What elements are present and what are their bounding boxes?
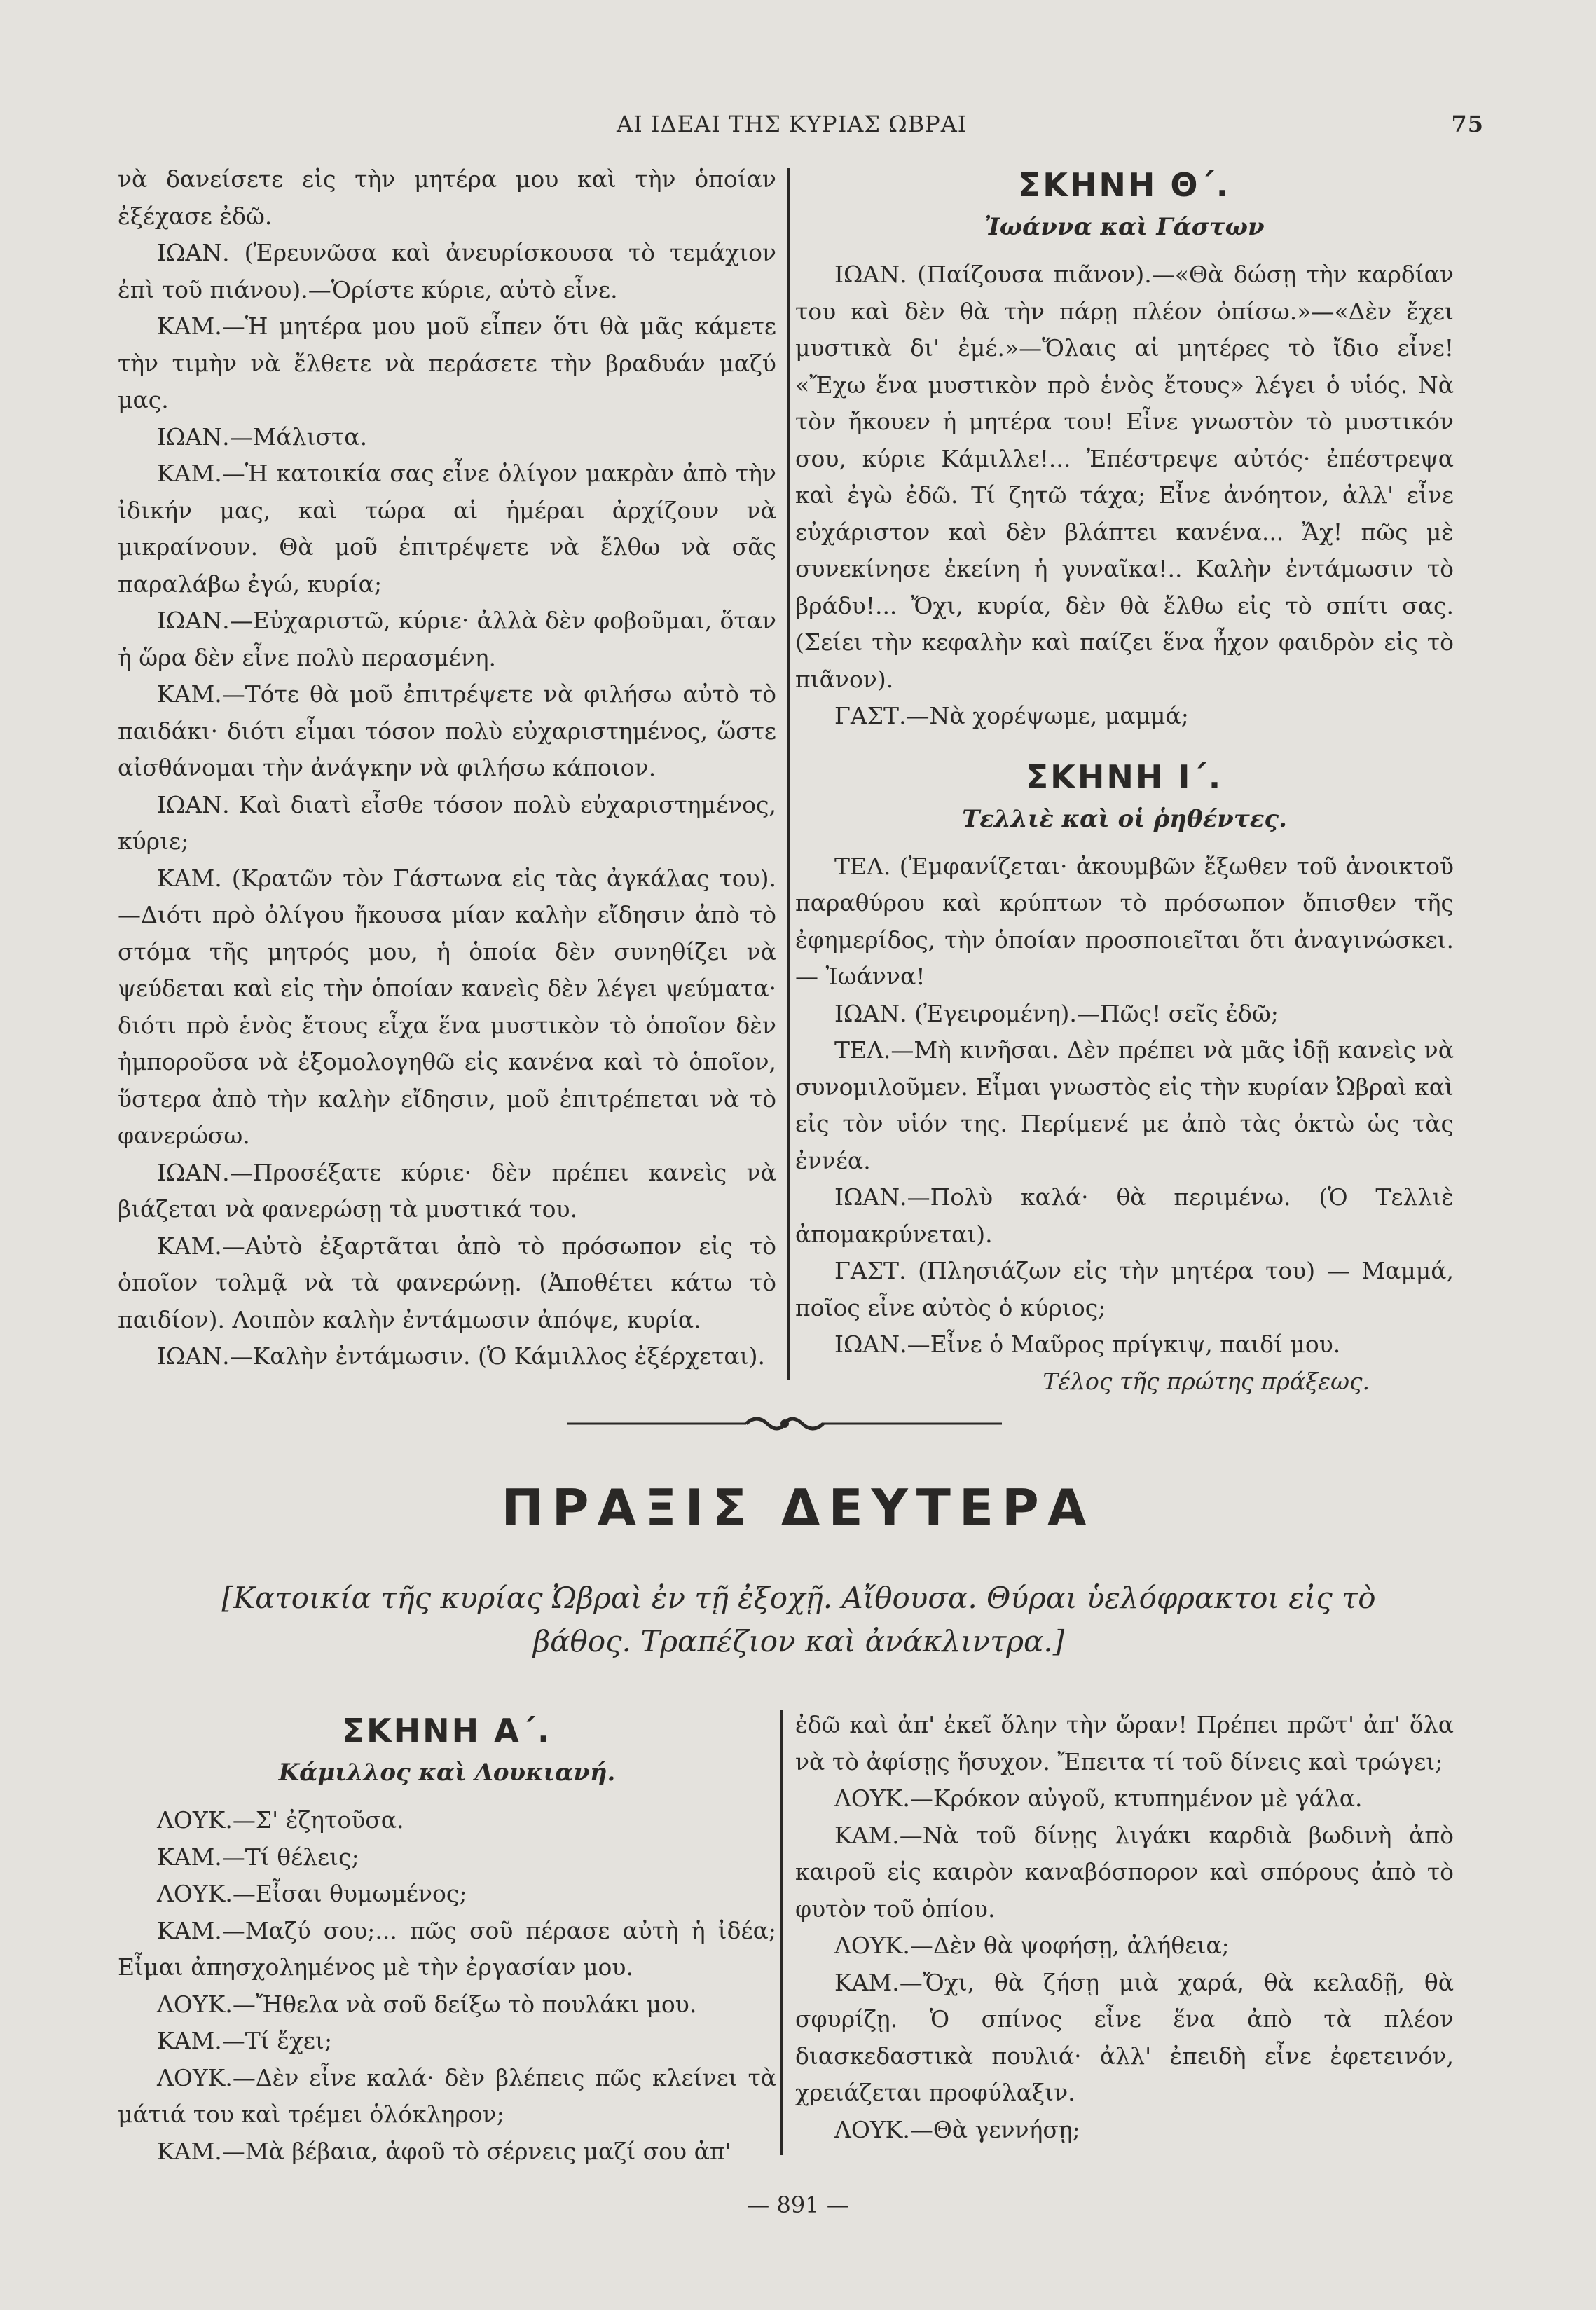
scene-title: ΣΚΗΝΗ Θ΄. xyxy=(1018,166,1231,204)
paragraph: ΚΑΜ.—Τί θέλεις; xyxy=(157,1843,359,1871)
scene-title: ΣΚΗΝΗ Ι΄. xyxy=(1026,757,1223,796)
paragraph: ΤΕΛ.—Μὴ κινῆσαι. Δὲν πρέπει νὰ μᾶς ἰδῇ κανεὶς νὰ συνομιλοῦμεν. Εἶμαι γνωστὸς εἰς τὴν κυρίαν Ὠβραὶ καὶ εἰς τὸν υἱόν της. Περίμενέ με ἀπὸ τὰς ὀκτὼ ὡς τὰς ἐννέα. xyxy=(795,1036,1454,1174)
paragraph: ΚΑΜ.—Μὰ βέβαια, ἀφοῦ τὸ σέρνεις μαζί σου ἀπ' xyxy=(157,2137,731,2165)
paragraph: νὰ δανείσετε εἰς τὴν μητέρα μου καὶ τὴν ὁποίαν ἐξέχασε ἐδῶ. xyxy=(118,165,776,230)
paragraph: ΚΑΜ.—Νὰ τοῦ δίνῃς λιγάκι καρδιὰ βωδινὴ ἀπὸ καιροῦ εἰς καιρὸν καναβόσπορον καὶ σπόρους ἀπὸ τὸ φυτὸν τοῦ ὀπίου. xyxy=(795,1821,1454,1923)
paragraph: ΛΟΥΚ.—Ἤθελα νὰ σοῦ δείξω τὸ πουλάκι μου. xyxy=(157,1990,697,2018)
paragraph: ΛΟΥΚ.—Δὲν θὰ ψοφήσῃ, ἀλήθεια; xyxy=(834,1932,1230,1959)
scene-subtitle: Τελλιὲ καὶ οἱ ῥηθέντες. xyxy=(962,804,1287,833)
paragraph: ΚΑΜ.—Ἡ κατοικία σας εἶνε ὀλίγον μακρὰν ἀπὸ τὴν ἰδικήν μας, καὶ τώρα αἱ ἡμέραι ἀρχίζουν νὰ μικραίνουν. Θὰ μοῦ ἐπιτρέψετε νὰ ἔλθω νὰ σᾶς παραλάβω ἐγώ, κυρία; xyxy=(118,460,776,598)
paragraph: ΛΟΥΚ.—Εἶσαι θυμωμένος; xyxy=(157,1880,467,1907)
footer-page-number: — 891 — xyxy=(747,2192,849,2218)
act-title: ΠΡΑΞΙΣ ΔΕΥΤΕΡΑ xyxy=(501,1478,1095,1537)
paragraph: ΙΩΑΝ.—Εὐχαριστῶ, κύριε· ἀλλὰ δὲν φοβοῦμαι, ὅταν ἡ ὥρα δὲν εἶνε πολὺ περασμένη. xyxy=(118,607,776,671)
bottom-right-column xyxy=(795,1707,1454,2148)
column-divider xyxy=(787,168,790,1380)
paragraph: ἐδῶ καὶ ἀπ' ἐκεῖ ὅλην τὴν ὥραν! Πρέπει πρῶτ' ἀπ' ὅλα νὰ τὸ ἀφίσῃς ἥσυχον. Ἔπειτα τί τοῦ δίνεις καὶ τρώγει; xyxy=(795,1711,1454,1775)
top-left-column xyxy=(118,161,776,1375)
paragraph: ΚΑΜ.—Τότε θὰ μοῦ ἐπιτρέψετε νὰ φιλήσω αὐτὸ τὸ παιδάκι· διότι εἶμαι τόσον πολὺ εὐχαριστημένος, ὥστε αἰσθάνομαι τὴν ἀνάγκην νὰ φιλήσω κάποιον. xyxy=(118,680,776,781)
paragraph: ΙΩΑΝ.—Προσέξατε κύριε· δὲν πρέπει κανεὶς νὰ βιάζεται νὰ φανερώσῃ τὰ μυστικά του. xyxy=(118,1158,776,1223)
paragraph: ΚΑΜ.—Ὄχι, θὰ ζήσῃ μιὰ χαρά, θὰ κελαδῇ, θὰ σφυρίζῃ. Ὁ σπίνος εἶνε ἕνα ἀπὸ τὰ πλέον διασκεδαστικὰ πουλιά· ἀλλ' ἐπειδὴ εἶνε ἐφετεινόν, χρειάζεται προφύλαξιν. xyxy=(795,1968,1454,2106)
paragraph: ΛΟΥΚ.—Δὲν εἶνε καλά· δὲν βλέπεις πῶς κλείνει τὰ μάτιά του καὶ τρέμει ὁλόκληρον; xyxy=(118,2063,776,2128)
scene-title: ΣΚΗΝΗ Α΄. xyxy=(342,1712,552,1749)
paragraph: ΛΟΥΚ.—Σ' ἐζητοῦσα. xyxy=(157,1806,404,1834)
paragraph: ΛΟΥΚ.—Θὰ γεννήσῃ; xyxy=(834,2115,1080,2143)
scene-subtitle: Κάμιλλος καὶ Λουκιανή. xyxy=(278,1759,616,1787)
paragraph: ΙΩΑΝ. (Ἐγειρομένη).—Πῶς! σεῖς ἐδῶ; xyxy=(834,999,1279,1027)
paragraph: ΙΩΑΝ. Καὶ διατὶ εἶσθε τόσον πολὺ εὐχαριστημένος, κύριε; xyxy=(118,790,776,855)
paragraph: ΙΩΑΝ.—Μάλιστα. xyxy=(157,422,368,451)
stage-directions: [Κατοικία τῆς κυρίας Ὠβραὶ ἐν τῇ ἐξοχῇ. Αἴθουσα. Θύραι ὑελόφρακτοι εἰς τὸ βάθος. Τραπέζιον καὶ ἀνάκλιντρα.] xyxy=(221,1581,1376,1658)
paragraph: ΓΑΣΤ. (Πλησιάζων εἰς τὴν μητέρα του) — Μαμμά, ποῖος εἶνε αὐτὸς ὁ κύριος; xyxy=(795,1257,1454,1321)
paragraph: ΚΑΜ. (Κρατῶν τὸν Γάστωνα εἰς τὰς ἀγκάλας του).—Διότι πρὸ ὀλίγου ἤκουσα μίαν καλὴν εἴδησιν ἀπὸ τὸ στόμα τῆς μητρός μου, ἡ ὁποία δὲν συνηθίζει νὰ ψεύδεται καὶ εἰς τὴν ὁποίαν κανεὶς δὲν λέγει ψεύματα· διότι πρὸ ἑνὸς ἔτους εἶχα ἕνα μυστικὸν τὸ ὁποῖον δὲν ἠμποροῦσα νὰ ἐξομολογηθῶ εἰς κανένα καὶ τὸ ὁποῖον, ὕστερα ἀπὸ τὴν καλὴν εἴδησιν, μοῦ ἐπιτρέπεται νὰ τὸ φανερώσω. xyxy=(118,864,776,1149)
bottom-left-column xyxy=(118,1707,776,2170)
column-divider xyxy=(780,1710,783,2155)
running-title: ΑΙ ΙΔΕΑΙ ΤΗΣ ΚΥΡΙΑΣ ΩΒΡΑΙ xyxy=(617,111,968,137)
paragraph: ΚΑΜ.—Μαζύ σου;... πῶς σοῦ πέρασε αὐτὴ ἡ ἰδέα; Εἶμαι ἀπησχολημένος μὲ τὴν ἐργασίαν μου. xyxy=(118,1916,776,1981)
paragraph: ΙΩΑΝ.—Πολὺ καλά· θὰ περιμένω. (Ὁ Τελλιὲ ἀπομακρύνεται). xyxy=(795,1183,1454,1248)
paragraph: ΚΑΜ.—Αὐτὸ ἐξαρτᾶται ἀπὸ τὸ πρόσωπον εἰς τὸ ὁποῖον τολμᾷ νὰ τὰ φανερώνῃ. (Ἀποθέτει κάτω τὸ παιδίον). Λοιπὸν καλὴν ἐντάμωσιν ἀπόψε, κυρία. xyxy=(118,1232,776,1333)
paragraph: ΙΩΑΝ.—Εἶνε ὁ Μαῦρος πρίγκιψ, παιδί μου. xyxy=(834,1331,1341,1358)
paragraph: ΛΟΥΚ.—Κρόκον αὐγοῦ, κτυπημένον μὲ γάλα. xyxy=(834,1785,1363,1812)
paragraph: ΓΑΣΤ.—Νὰ χορέψωμε, μαμμά; xyxy=(834,702,1189,729)
top-right-column xyxy=(795,161,1454,1400)
paragraph: ΤΕΛ. (Ἐμφανίζεται· ἀκουμβῶν ἔξωθεν τοῦ ἀνοικτοῦ παραθύρου καὶ κρύπτων τὸ πρόσωπον ὄπισθεν τῆς ἐφημερίδος, τὴν ὁποίαν προσποιεῖται ὅτι ἀναγινώσκει. — Ἰωάννα! xyxy=(795,852,1454,990)
paragraph: ΚΑΜ.—Ἡ μητέρα μου μοῦ εἶπεν ὅτι θὰ μᾶς κάμετε τὴν τιμὴν νὰ ἔλθετε νὰ περάσετε τὴν βραδυάν μαζύ μας. xyxy=(118,312,776,413)
running-head xyxy=(112,111,1484,150)
paragraph: ΙΩΑΝ.—Καλὴν ἐντάμωσιν. (Ὁ Κάμιλλος ἐξέρχεται). xyxy=(157,1342,765,1370)
paragraph: ΙΩΑΝ. (Παίζουσα πιᾶνον).—«Θὰ δώσῃ τὴν καρδίαν του καὶ δὲν θὰ τὴν πάρῃ πλέον ὀπίσω.»—«Δὲν ἔχει μυστικὰ δι' ἐμέ.»—Ὅλαις αἱ μητέρες τὸ ἴδιο εἶνε! «Ἔχω ἕνα μυστικὸν πρὸ ἑνὸς ἔτους» λέγει ὁ υἱός. Νὰ τὸν ἤκουεν ἡ μητέρα του! Εἶνε γνωστὸν τὸ μυστικόν σου, κύριε Κάμιλλε!... Ἐπέστρεψε αὐτός· ἐπέστρεψα καὶ ἐγὼ ἐδῶ. Τί ζητῶ τάχα; Εἶνε ἀνόητον, ἀλλ' εἶνε εὐχάριστον καὶ δὲν βλάπτει κανένα... Ἄχ! πῶς μὲ συνεκίνησε ἐκείνη ἡ γυναῖκα!.. Καλὴν ἐντάμωσιν τὸ βράδυ!... Ὄχι, κυρία, δὲν θὰ ἔλθω εἰς τὸ σπίτι σας. (Σείει τὴν κεφαλὴν καὶ παίζει ἕνα ἦχον φαιδρὸν εἰς τὸ πιᾶνον). xyxy=(795,261,1454,693)
paragraph: ΚΑΜ.—Τί ἔχει; xyxy=(157,2027,333,2054)
paragraph: ΙΩΑΝ. (Ἐρευνῶσα καὶ ἀνευρίσκουσα τὸ τεμάχιον ἐπὶ τοῦ πιάνου).—Ὁρίστε κύριε, αὐτὸ εἶνε. xyxy=(118,239,776,303)
ornament-divider xyxy=(567,1410,1002,1438)
page-number: 75 xyxy=(1451,111,1484,137)
act-closing-line: Τέλος τῆς πρώτης πράξεως. xyxy=(1043,1367,1370,1395)
scene-subtitle: Ἰωάννα καὶ Γάστων xyxy=(984,213,1265,241)
